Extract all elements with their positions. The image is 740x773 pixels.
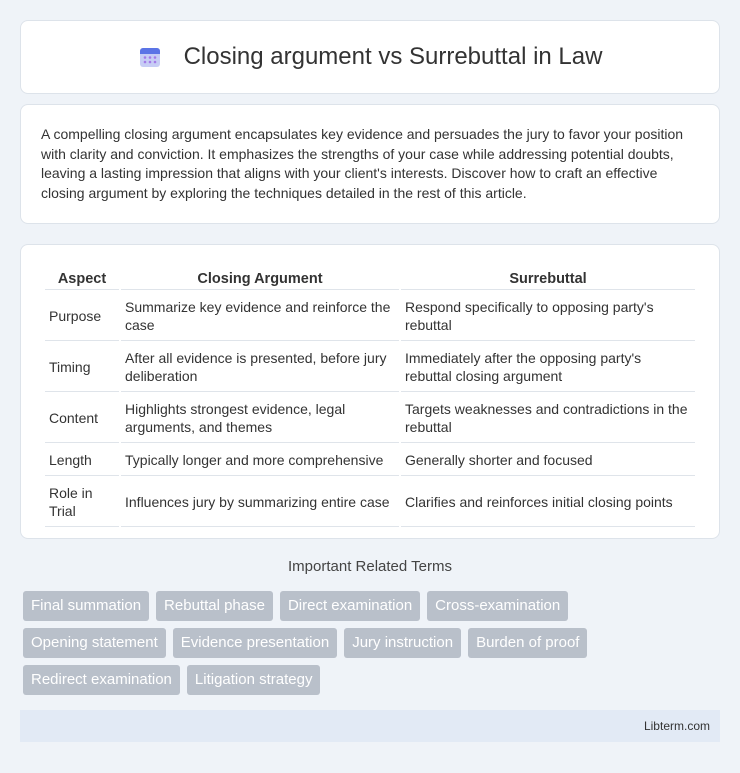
tag-burden-of-proof[interactable]: Burden of proof	[468, 628, 587, 658]
tag-row	[23, 628, 723, 658]
tag-jury-instruction[interactable]: Jury instruction	[344, 628, 461, 658]
cell-aspect: Purpose	[45, 292, 119, 341]
cell-closing: After all evidence is presented, before jury deliberation	[121, 343, 399, 392]
cell-aspect: Timing	[45, 343, 119, 392]
cell-closing: Summarize key evidence and reinforce the case	[121, 292, 399, 341]
header-closing-argument: Closing Argument	[121, 267, 399, 290]
comparison-card	[20, 244, 720, 539]
table-header-row	[45, 267, 695, 290]
cell-aspect: Role in Trial	[45, 478, 119, 527]
tag-opening-statement[interactable]: Opening statement	[23, 628, 166, 658]
header-aspect: Aspect	[45, 267, 119, 290]
table-row	[45, 478, 695, 527]
cell-surrebuttal: Generally shorter and focused	[401, 445, 695, 476]
tag-row	[23, 665, 723, 695]
tag-redirect-examination[interactable]: Redirect examination	[23, 665, 180, 695]
calendar-icon	[138, 45, 162, 69]
cell-surrebuttal: Respond specifically to opposing party's rebuttal	[401, 292, 695, 341]
header-card	[20, 20, 720, 94]
table-row	[45, 394, 695, 443]
related-terms-title: Important Related Terms	[288, 558, 452, 575]
cell-aspect: Content	[45, 394, 119, 443]
tag-row	[23, 591, 723, 621]
intro-card	[20, 104, 720, 224]
cell-surrebuttal: Targets weaknesses and contradictions in the rebuttal	[401, 394, 695, 443]
footer-site-link[interactable]: Libterm.com	[643, 719, 710, 733]
cell-surrebuttal: Clarifies and reinforces initial closing points	[401, 478, 695, 527]
intro-text: A compelling closing argument encapsulates key evidence and persuades the jury to favor your position with clarity and conviction. It emphasizes the strengths of your case while addressing potential doubts, leaving a lasting impression that aligns with your client's interests. Discover how to craft an effective closing argument by exploring the techniques detailed in the rest of this article.	[41, 126, 684, 201]
header-surrebuttal: Surrebuttal	[401, 267, 695, 290]
cell-closing: Influences jury by summarizing entire case	[121, 478, 399, 527]
tag-direct-examination[interactable]: Direct examination	[280, 591, 420, 621]
cell-closing: Typically longer and more comprehensive	[121, 445, 399, 476]
tag-final-summation[interactable]: Final summation	[23, 591, 149, 621]
cell-surrebuttal: Immediately after the opposing party's rebuttal closing argument	[401, 343, 695, 392]
related-terms	[23, 591, 723, 702]
tag-evidence-presentation[interactable]: Evidence presentation	[173, 628, 337, 658]
footer	[20, 710, 720, 742]
table-row	[45, 292, 695, 341]
tag-rebuttal-phase[interactable]: Rebuttal phase	[156, 591, 273, 621]
page-title: Closing argument vs Surrebuttal in Law	[183, 43, 603, 70]
table-row	[45, 445, 695, 476]
cell-closing: Highlights strongest evidence, legal arguments, and themes	[121, 394, 399, 443]
tag-litigation-strategy[interactable]: Litigation strategy	[187, 665, 321, 695]
table-row	[45, 343, 695, 392]
tag-cross-examination[interactable]: Cross-examination	[427, 591, 568, 621]
comparison-table	[43, 265, 697, 529]
cell-aspect: Length	[45, 445, 119, 476]
